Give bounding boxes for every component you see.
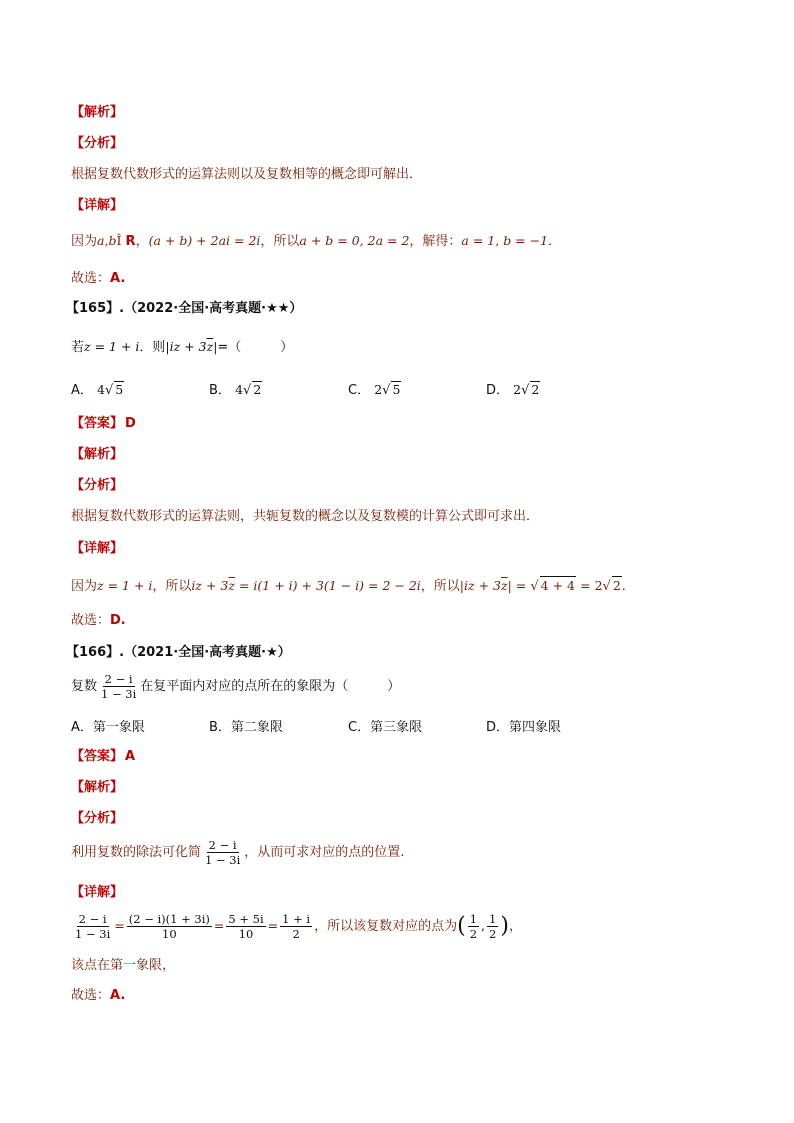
answer-label-166: 【答案】 A: [71, 749, 136, 764]
fraction: $\frac{2 - i}{1 - 3i}$: [101, 672, 137, 701]
analysis-text-165: 根据复数代数形式的运算法则，共轭复数的概念以及复数模的计算公式即可求出．: [71, 509, 540, 524]
option-c[interactable]: C． 2√ 5: [348, 382, 401, 398]
option-b[interactable]: B． 4√ 2: [209, 382, 262, 398]
fraction: $\frac{5 + 5i}{10}$: [228, 912, 264, 941]
detail-line: 因为a,bÎ R，(a + b) + 2ai = 2i，所以a + b = 0, 2a = 2，解得：a = 1, b = −1．: [71, 233, 562, 249]
section-label-jiexi: 【解析】: [71, 105, 124, 120]
section-label-xiangjie-166: 【详解】: [71, 885, 124, 900]
question-header-165: 【165】.（2022·全国·高考真题·★★）: [66, 301, 303, 316]
option-b[interactable]: B．第二象限: [209, 720, 283, 735]
fraction: $\frac{2 - i}{1 - 3i}$: [75, 912, 111, 941]
section-label-xiangjie: 【详解】: [71, 198, 124, 213]
fraction: $\frac{1 + i}{2}$: [282, 912, 311, 941]
section-label-jiexi-166: 【解析】: [71, 780, 124, 795]
section-label-jiexi-165: 【解析】: [71, 447, 124, 462]
option-a[interactable]: A． 4√ 5: [71, 382, 124, 398]
fraction: $\frac{1}{2}$: [489, 912, 497, 941]
option-a[interactable]: A．第一象限: [71, 720, 145, 735]
option-d[interactable]: D．第四象限: [486, 720, 562, 735]
detail-line-166: $\frac{2 - i}{1 - 3i}$ = $\frac{(2 - i)(1 + 3i)}{10}$ = $\frac{5 + 5i}{10}$ = $\frac{1 + i}{2}$ ，所以该复数对应的点为( $\frac{1}{2}$ , $\frac{1}{2}$ )，: [75, 912, 522, 941]
option-c[interactable]: C．第三象限: [348, 720, 423, 735]
question-header-166: 【166】.（2021·全国·高考真题·★）: [66, 645, 291, 660]
fraction: $\frac{1}{2}$: [469, 912, 478, 941]
section-label-fenxi-166: 【分析】: [71, 811, 124, 826]
fraction: $\frac{2 - i}{1 - 3i}$: [205, 838, 241, 867]
detail-line-165: 因为z = 1 + i，所以iz + $3\overline{z} = i(1 + i) + 3(1 - i) = 2 - 2i$，所以$|iz + 3\overline{z}|$ = √ 4 + 4 = 2√ 2．: [71, 578, 635, 594]
answer-label-165: 【答案】 D: [71, 416, 136, 431]
answer-line-165: 故选：D.: [71, 613, 126, 628]
quadrant-text-166: 该点在第一象限，: [71, 958, 176, 973]
fraction: $\frac{(2 - i)(1 + 3i)}{10}$: [128, 912, 210, 941]
analysis-text: 根据复数代数形式的运算法则以及复数相等的概念即可解出．: [71, 167, 423, 182]
section-label-fenxi-165: 【分析】: [71, 478, 124, 493]
section-label-fenxi: 【分析】: [71, 136, 124, 151]
answer-line-166: 故选：A.: [71, 988, 126, 1003]
question-stem-165: 若z = 1 + i．则$|iz + 3\overline{z}|=$（ ）: [71, 339, 294, 355]
section-label-xiangjie-165: 【详解】: [71, 541, 124, 556]
option-d[interactable]: D． 2√ 2: [486, 382, 540, 398]
answer-line: 故选：A.: [71, 271, 126, 286]
question-stem-166: 复数 $\frac{2 - i}{1 - 3i}$ 在复平面内对应的点所在的象限为（ ）: [71, 672, 401, 701]
analysis-text-166: 利用复数的除法可化简 $\frac{2 - i}{1 - 3i}$ ，从而可求对应的点的位置.: [71, 838, 405, 867]
